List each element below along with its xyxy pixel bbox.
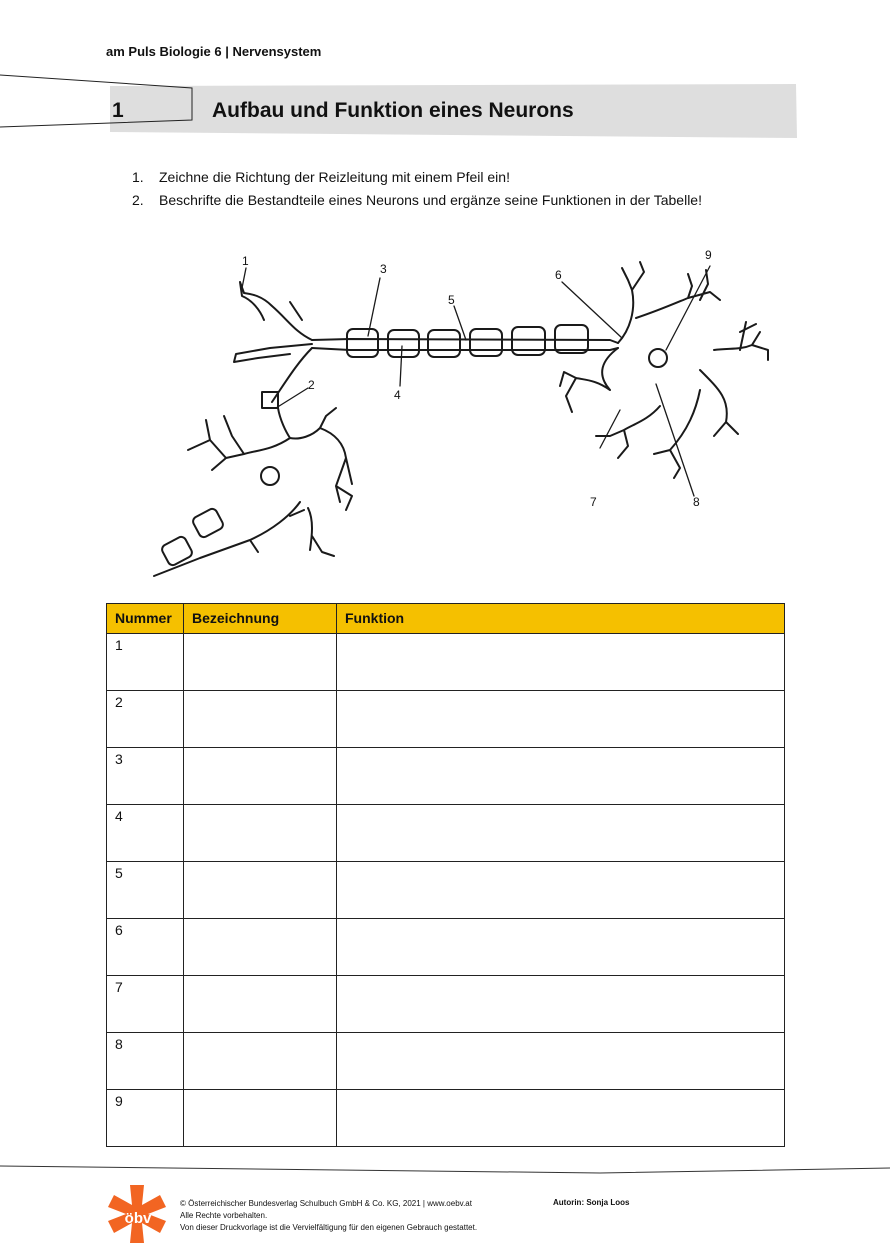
table-row (107, 748, 785, 805)
funktion-cell[interactable] (337, 976, 785, 1033)
worksheet-number: 1 (112, 99, 124, 122)
synapse-box (262, 392, 278, 408)
row-number: 9 (107, 1090, 184, 1147)
leader-line (656, 384, 694, 496)
table-row (107, 805, 785, 862)
task-item: 2. Beschrifte die Bestandteile eines Neurons und ergänze seine Funktionen in der Tabelle! (132, 192, 702, 208)
diagram-label-1: 1 (242, 254, 249, 268)
leader-line (666, 266, 710, 350)
bezeichnung-cell[interactable] (184, 691, 337, 748)
myelin-sheath (347, 329, 378, 357)
leader-line (400, 346, 402, 386)
column-header-bezeichnung: Bezeichnung (184, 604, 337, 634)
diagram-label-9: 9 (705, 248, 712, 262)
funktion-cell[interactable] (337, 805, 785, 862)
row-number: 4 (107, 805, 184, 862)
footer-legal (180, 1198, 477, 1234)
logo-text: öbv (124, 1210, 152, 1227)
leader-line (600, 410, 620, 448)
table-row (107, 1033, 785, 1090)
oebv-logo (108, 1183, 168, 1245)
funktion-cell[interactable] (337, 1090, 785, 1147)
bezeichnung-cell[interactable] (184, 748, 337, 805)
table-row (107, 862, 785, 919)
rights-line: Alle Rechte vorbehalten. (180, 1211, 268, 1220)
row-number: 2 (107, 691, 184, 748)
bezeichnung-cell[interactable] (184, 1033, 337, 1090)
funktion-cell[interactable] (337, 634, 785, 691)
diagram-label-8: 8 (693, 495, 700, 509)
bezeichnung-cell[interactable] (184, 862, 337, 919)
nucleus (261, 467, 279, 485)
myelin-sheath (388, 330, 419, 357)
task-list (132, 166, 702, 212)
column-header-nummer: Nummer (107, 604, 184, 634)
funktion-cell[interactable] (337, 1033, 785, 1090)
row-number: 3 (107, 748, 184, 805)
leader-line (562, 282, 622, 338)
row-number: 8 (107, 1033, 184, 1090)
column-header-funktion: Funktion (337, 604, 785, 634)
author-credit: Autorin: Sonja Loos (553, 1198, 630, 1207)
nucleus (649, 349, 667, 367)
table-row (107, 1090, 785, 1147)
row-number: 6 (107, 919, 184, 976)
leader-line (368, 278, 380, 336)
bezeichnung-cell[interactable] (184, 976, 337, 1033)
worksheet-title: Aufbau und Funktion eines Neurons (212, 99, 574, 122)
funktion-cell[interactable] (337, 748, 785, 805)
cell-body (560, 262, 768, 478)
diagram-label-2: 2 (308, 378, 315, 392)
myelin-sheath (191, 507, 224, 539)
function-table (106, 603, 785, 1147)
myelin-sheath (470, 329, 502, 356)
diagram-label-5: 5 (448, 293, 455, 307)
task-item: 1. Zeichne die Richtung der Reizleitung mit einem Pfeil ein! (132, 169, 510, 185)
diagram-label-6: 6 (555, 268, 562, 282)
table-row (107, 691, 785, 748)
funktion-cell[interactable] (337, 691, 785, 748)
myelin-sheath (428, 330, 460, 357)
axon-line (312, 348, 618, 350)
axon-terminal (240, 282, 312, 340)
table-row (107, 976, 785, 1033)
row-number: 5 (107, 862, 184, 919)
footer-divider (0, 1160, 890, 1180)
table-header-row (107, 604, 785, 634)
bezeichnung-cell[interactable] (184, 1090, 337, 1147)
axon-terminal (290, 302, 302, 320)
cell-body (154, 408, 352, 576)
diagram-label-7: 7 (590, 495, 597, 509)
copyright-line: © Österreichischer Bundesverlag Schulbuch GmbH & Co. KG, 2021 | www.oebv.at (180, 1199, 472, 1208)
bezeichnung-cell[interactable] (184, 919, 337, 976)
row-number: 7 (107, 976, 184, 1033)
funktion-cell[interactable] (337, 919, 785, 976)
book-header: am Puls Biologie 6 | Nervensystem (106, 44, 322, 59)
axon-terminal (234, 344, 312, 362)
row-number: 1 (107, 634, 184, 691)
leader-line (242, 268, 246, 288)
neuron-diagram (140, 240, 780, 580)
bezeichnung-cell[interactable] (184, 634, 337, 691)
diagram-label-4: 4 (394, 388, 401, 402)
diagram-label-3: 3 (380, 262, 387, 276)
table-row (107, 634, 785, 691)
bezeichnung-cell[interactable] (184, 805, 337, 862)
axon-line (312, 339, 618, 343)
table-row (107, 919, 785, 976)
funktion-cell[interactable] (337, 862, 785, 919)
leader-line (276, 388, 308, 408)
usage-line: Von dieser Druckvorlage ist die Vervielfältigung für den eigenen Gebrauch gestattet. (180, 1223, 478, 1232)
